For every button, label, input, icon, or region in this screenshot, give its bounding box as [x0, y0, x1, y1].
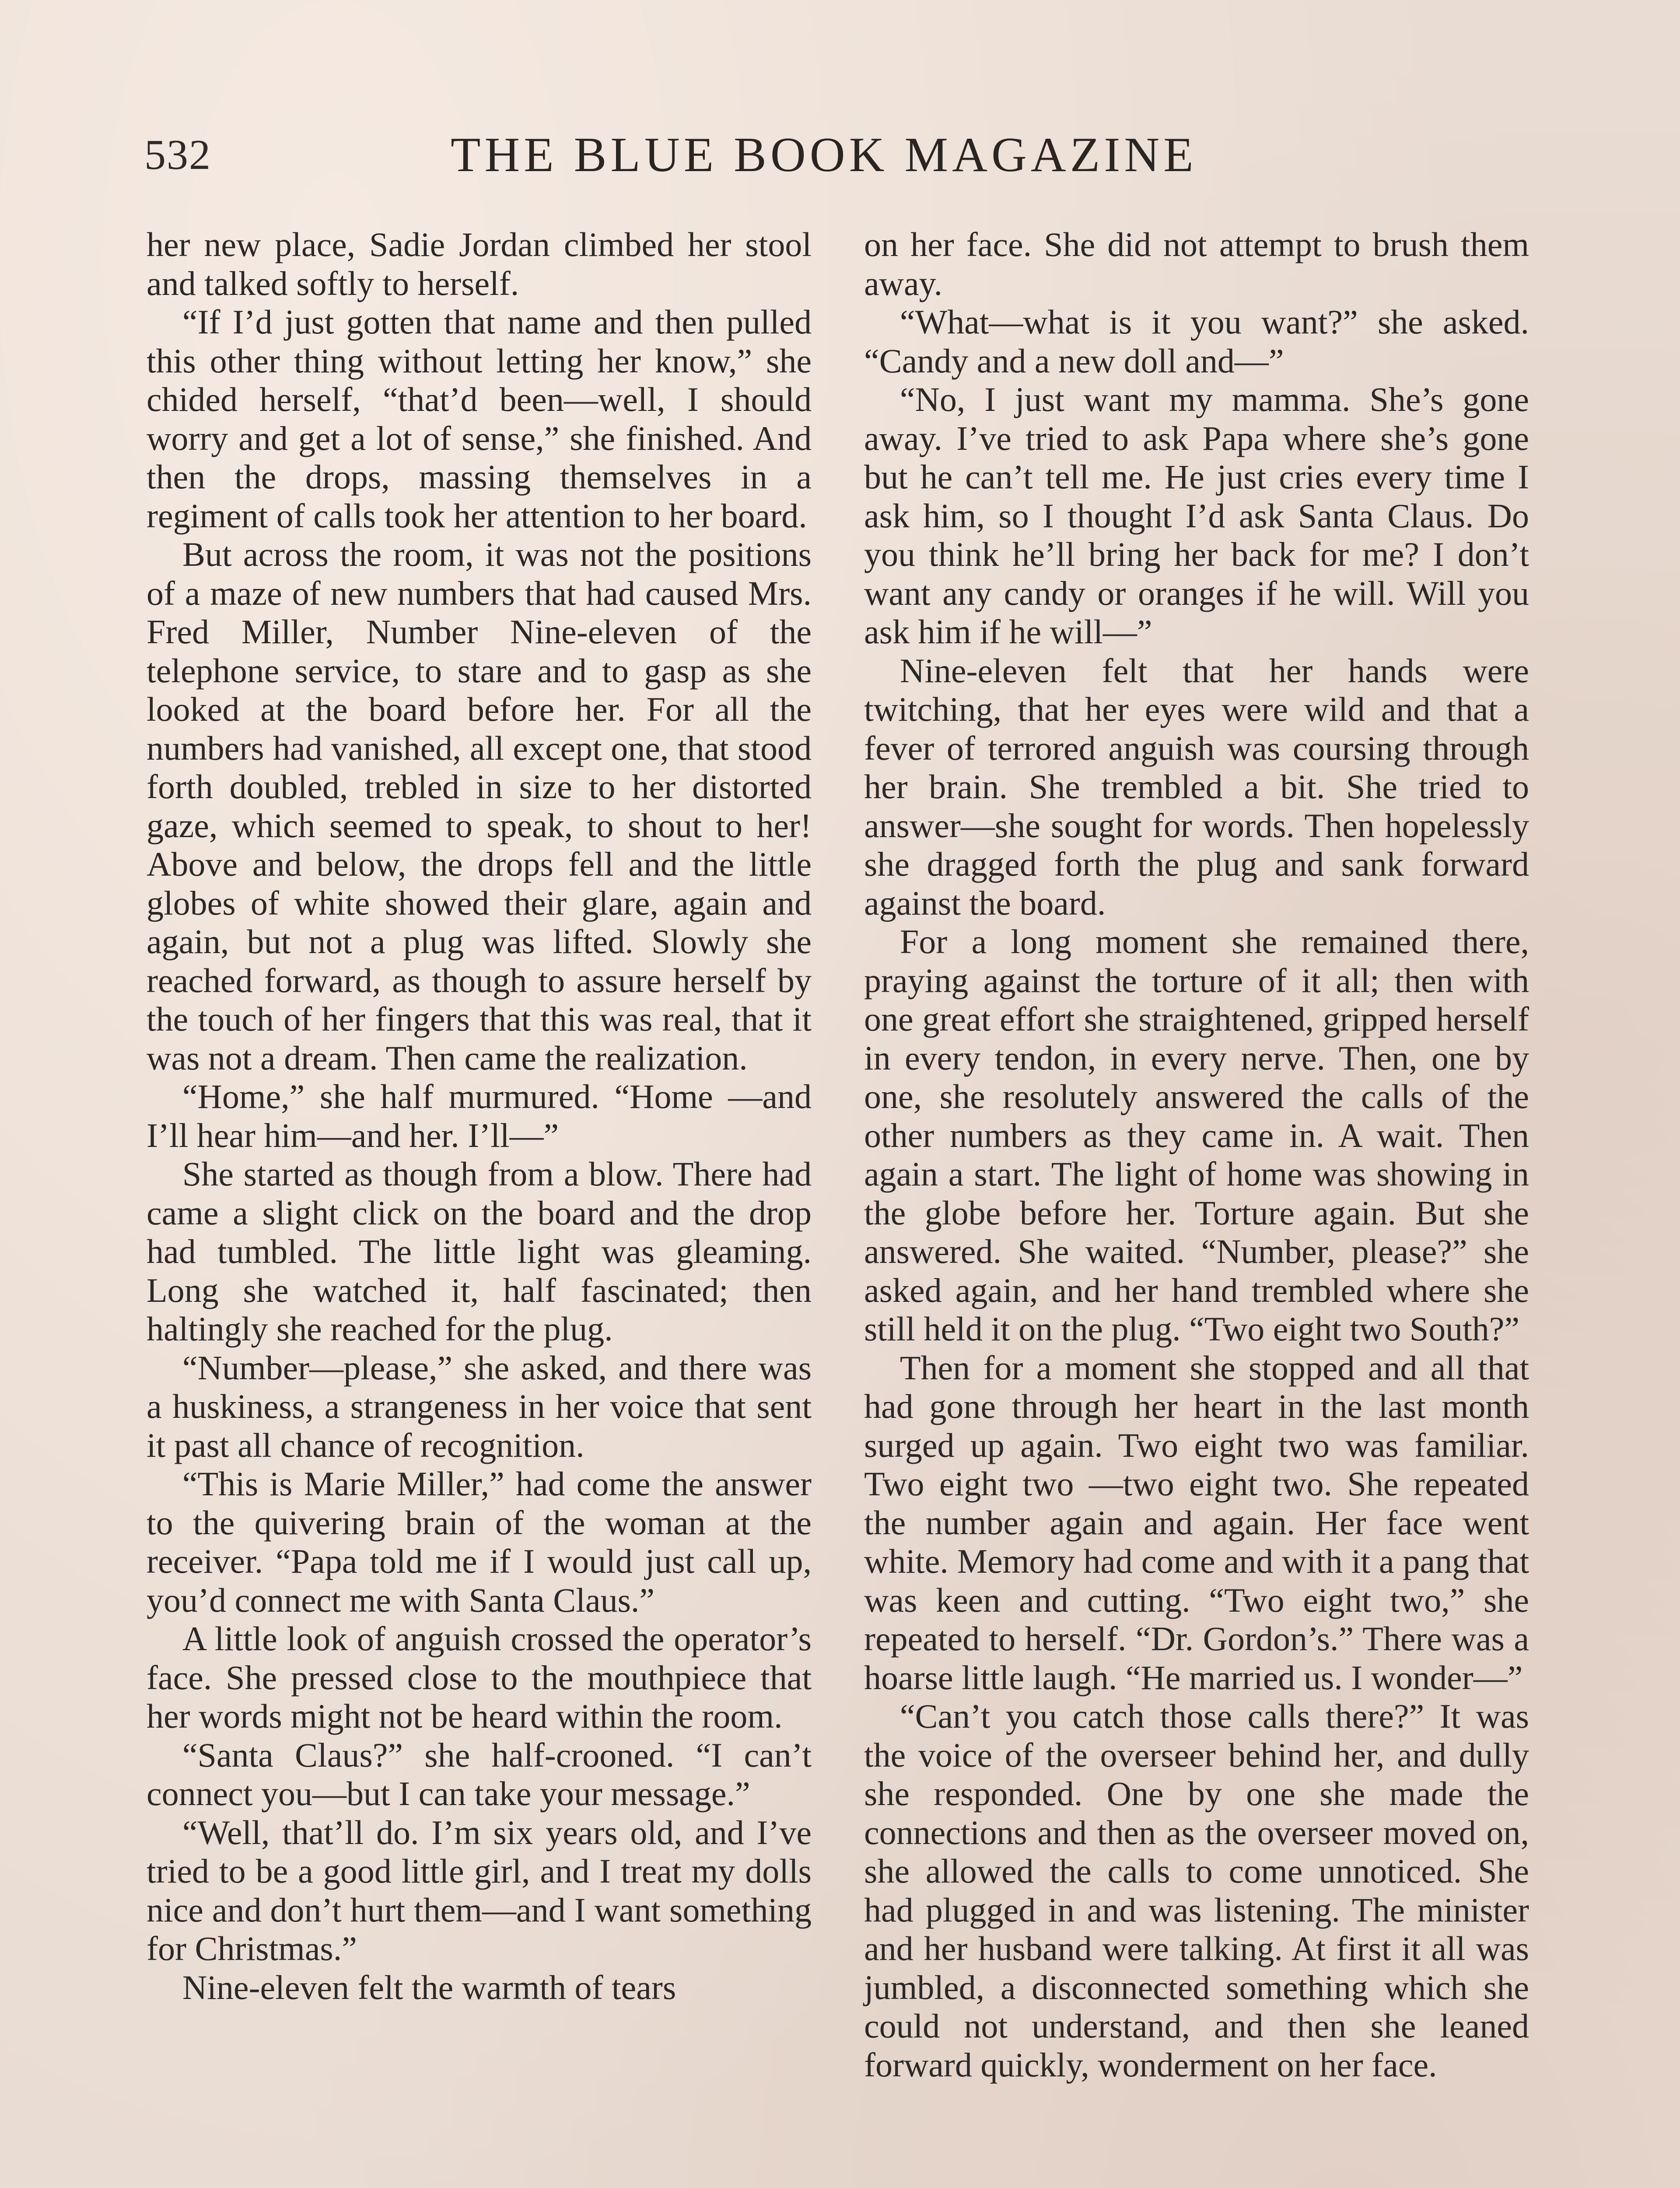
paragraph: “No, I just want my mamma. She’s gone away. I’ve tried to ask Papa where she’s gone but he can’t tell me. He just cries every time I ask him, so I thought I’d ask Santa Claus. Do you think he’ll bring her back for me? I don’t want any candy or oranges if he will. Will you ask him if he will—”: [864, 380, 1529, 651]
paragraph: For a long moment she remained there, praying against the torture of it all; then with one great effort she straightened, gripped herself in every tendon, in every nerve. Then, one by one, she resolutely answered the calls of the other numbers as they came in. A wait. Then again a start. The light of home was showing in the globe before her. Torture again. But she answered. She waited. “Number, please?” she asked again, and her hand trembled where she still held it on the plug. “Two eight two South?”: [864, 922, 1529, 1348]
running-head-title: THE BLUE BOOK MAGAZINE: [451, 128, 1197, 182]
paragraph: Nine-eleven felt the warmth of tears: [182, 1968, 676, 2006]
paragraph: A little look of anguish crossed the operator’s face. She pressed close to the mouthpiece that her words might not be heard within the room.: [147, 1620, 812, 1735]
paragraph: “What—what is it you want?” she asked. “Candy and a new doll and—”: [864, 303, 1529, 380]
paragraph: “If I’d just gotten that name and then pulled this other thing without letting her know,” she chided herself, “that’d been—well, I should worry and get a lot of sense,” she finished. And then the drops, massing themselves in a regiment of calls took her attention to her board.: [147, 303, 812, 535]
paragraph: her new place, Sadie Jordan climbed her stool and talked softly to herself.: [147, 225, 812, 302]
paragraph: “Home,” she half murmured. “Home —and I’ll hear him—and her. I’ll—”: [147, 1077, 812, 1154]
paragraph: “Can’t you catch those calls there?” It was the voice of the overseer behind her, and dully she responded. One by one she made the connections and then as the overseer moved on, she allowed the calls to come unnoticed. She had plugged in and was listening. The minister and her husband were talking. At first it all was jumbled, a disconnected something which she could not understand, and then she leaned forward quickly, wonderment on her face.: [864, 1697, 1529, 2084]
paragraph: on her face. She did not attempt to brush them away.: [864, 225, 1529, 302]
left-text-column: [147, 225, 812, 2007]
paragraph: But across the room, it was not the positions of a maze of new numbers that had caused Mrs. Fred Miller, Number Nine-eleven of the telephone service, to stare and to gasp as she looked at the board before her. For all the numbers had vanished, all except one, that stood forth doubled, trebled in size to her distorted gaze, which seemed to speak, to shout to her! Above and below, the drops fell and the little globes of white showed their glare, again and again, but not a plug was lifted. Slowly she reached forward, as though to assure herself by the touch of her fingers that this was real, that it was not a dream. Then came the realization.: [147, 535, 812, 1077]
paragraph: Then for a moment she stopped and all that had gone through her heart in the last month surged up again. Two eight two was familiar. Two eight two —two eight two. She repeated the number again and again. Her face went white. Memory had come and with it a pang that was keen and cutting. “Two eight two,” she repeated to herself. “Dr. Gordon’s.” There was a hoarse little laugh. “He married us. I wonder—”: [864, 1348, 1529, 1697]
page-number: 532: [144, 131, 211, 179]
right-text-column: [864, 225, 1529, 2084]
paragraph: “Well, that’ll do. I’m six years old, and I’ve tried to be a good little girl, and I treat my dolls nice and don’t hurt them—and I want something for Christmas.”: [147, 1813, 812, 1967]
paragraph: She started as though from a blow. There had came a slight click on the board and the drop had tumbled. The little light was gleaming. Long she watched it, half fascinated; then haltingly she reached for the plug.: [147, 1155, 812, 1348]
paragraph: Nine-eleven felt that her hands were twitching, that her eyes were wild and that a fever of terrored anguish was coursing through her brain. She trembled a bit. She tried to answer—she sought for words. Then hopelessly she dragged forth the plug and sank forward against the board.: [864, 651, 1529, 922]
page-header: [144, 123, 1234, 188]
paragraph: “Santa Claus?” she half-crooned. “I can’t connect you—but I can take your message.”: [147, 1736, 812, 1813]
paragraph: “Number—please,” she asked, and there was a huskiness, a strangeness in her voice that sent it past all chance of recognition.: [147, 1348, 812, 1464]
paragraph: “This is Marie Miller,” had come the answer to the quivering brain of the woman at the receiver. “Papa told me if I would just call up, you’d connect me with Santa Claus.”: [147, 1465, 812, 1619]
